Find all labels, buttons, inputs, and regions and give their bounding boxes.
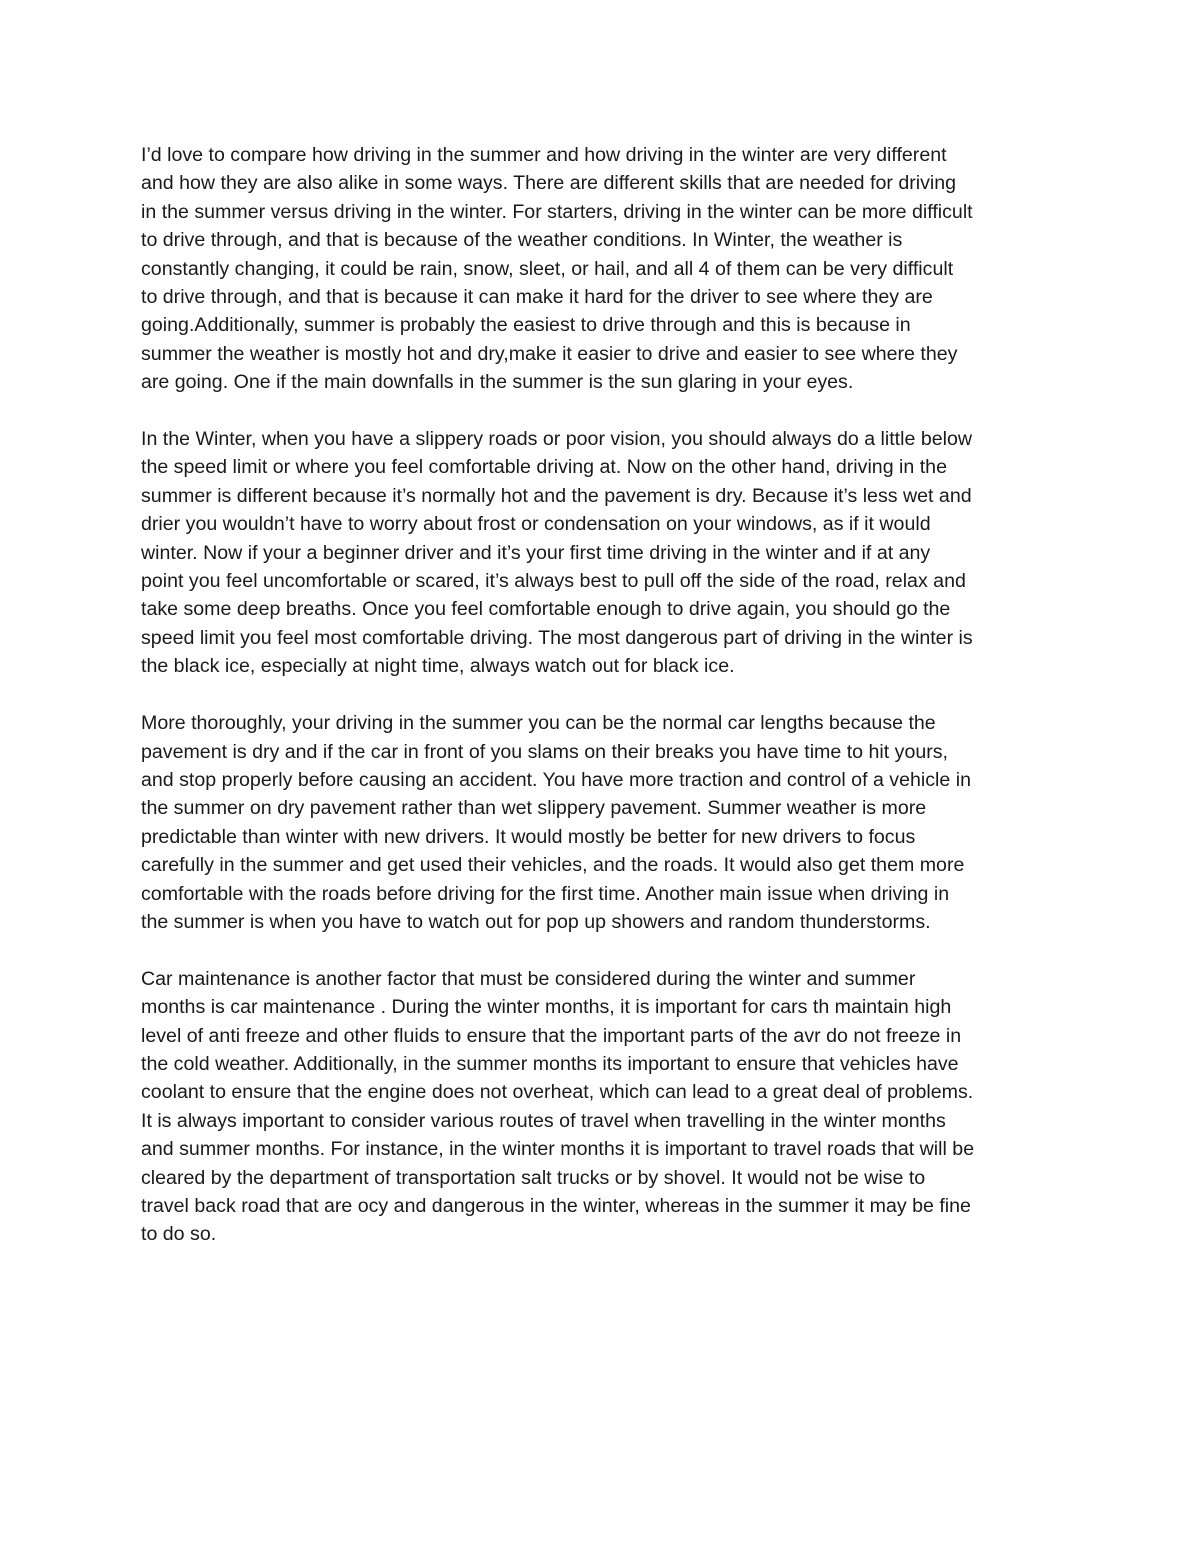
document-body (141, 141, 1071, 1277)
text-line: Car maintenance is another factor that must be considered during the winter and summer (141, 967, 916, 990)
paragraph (141, 965, 1071, 1249)
text-line: summer the weather is mostly hot and dry,make it easier to drive and easier to see where they (141, 342, 958, 365)
text-line: More thoroughly, your driving in the summer you can be the normal car lengths because the (141, 712, 936, 735)
paragraph (141, 709, 1071, 936)
text-line: winter. Now if your a beginner driver and it’s your first time driving in the winter and if at any (141, 541, 931, 564)
text-line: cleared by the department of transportation salt trucks or by shovel. It would not be wise to (141, 1166, 926, 1189)
text-line: It is always important to consider various routes of travel when travelling in the winter months (141, 1109, 946, 1132)
paragraph (141, 141, 1071, 397)
text-line: drier you wouldn’t have to worry about frost or condensation on your windows, as if it would (141, 513, 931, 536)
text-line: are going. One if the main downfalls in the summer is the sun glaring in your eyes. (141, 371, 854, 394)
text-line: months is car maintenance . During the winter months, it is important for cars th maintain high (141, 996, 952, 1019)
text-line: In the Winter, when you have a slippery roads or poor vision, you should always do a little below (141, 428, 973, 451)
text-line: and stop properly before causing an accident. You have more traction and control of a vehicle in (141, 768, 971, 791)
text-line: the black ice, especially at night time, always watch out for black ice. (141, 655, 735, 678)
text-line: level of anti freeze and other fluids to ensure that the important parts of the avr do not freeze in (141, 1024, 962, 1047)
text-line: in the summer versus driving in the winter. For starters, driving in the winter can be more difficult (141, 200, 973, 223)
text-line: going.Additionally, summer is probably the easiest to drive through and this is because in (141, 314, 911, 337)
text-line: coolant to ensure that the engine does not overheat, which can lead to a great deal of problems. (141, 1081, 974, 1104)
text-line: speed limit you feel most comfortable driving. The most dangerous part of driving in the winter is (141, 626, 973, 649)
text-line: pavement is dry and if the car in front of you slams on their breaks you have time to hit yours, (141, 740, 948, 763)
text-line: carefully in the summer and get used their vehicles, and the roads. It would also get them more (141, 854, 965, 877)
text-line: travel back road that are ocy and dangerous in the winter, whereas in the summer it may be fine (141, 1194, 971, 1217)
text-line: take some deep breaths. Once you feel comfortable enough to drive again, you should go the (141, 598, 951, 621)
text-line: the summer on dry pavement rather than wet slippery pavement. Summer weather is more (141, 797, 927, 820)
text-line: to drive through, and that is because of the weather conditions. In Winter, the weather is (141, 229, 903, 252)
text-line: point you feel uncomfortable or scared, it’s always best to pull off the side of the road, relax and (141, 570, 966, 593)
text-line: I’d love to compare how driving in the summer and how driving in the winter are very different (141, 144, 947, 166)
text-line: comfortable with the roads before driving for the first time. Another main issue when driving in (141, 882, 950, 905)
text-line: the cold weather. Additionally, in the summer months its important to ensure that vehicles have (141, 1052, 959, 1075)
text-line: to drive through, and that is because it can make it hard for the driver to see where they are (141, 286, 933, 309)
text-line: and summer months. For instance, in the winter months it is important to travel roads that will be (141, 1138, 975, 1161)
text-line: the summer is when you have to watch out for pop up showers and random thunderstorms. (141, 910, 931, 933)
text-line: to do so. (141, 1223, 217, 1246)
text-line: constantly changing, it could be rain, snow, sleet, or hail, and all 4 of them can be very difficult (141, 257, 954, 280)
text-line: and how they are also alike in some ways. There are different skills that are needed for driving (141, 172, 957, 195)
paragraph (141, 425, 1071, 681)
text-line: predictable than winter with new drivers. It would mostly be better for new drivers to focus (141, 825, 916, 848)
text-line: summer is different because it’s normally hot and the pavement is dry. Because it’s less wet and (141, 484, 972, 507)
text-line: the speed limit or where you feel comfortable driving at. Now on the other hand, driving in the (141, 456, 947, 479)
